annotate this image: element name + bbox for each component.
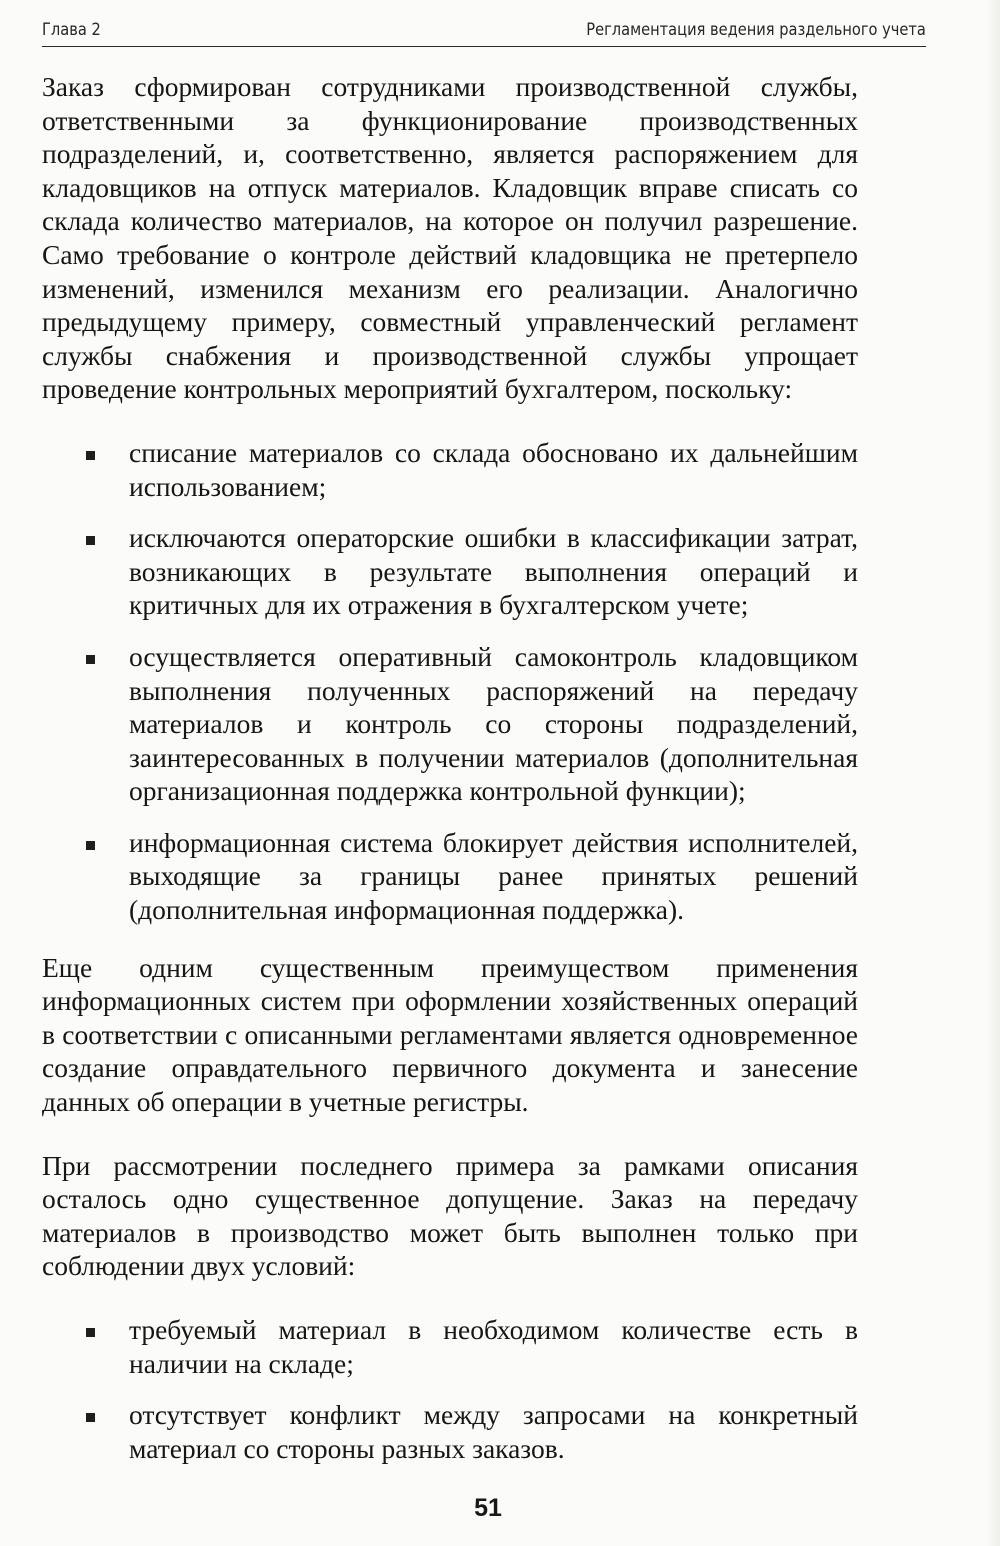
paragraph-3: При рассмотрении последнего примера за рамками описания осталось одно существенное допущение. Заказ на передачу материалов в производство может быть выполнен только при соблюдении двух условий:: [42, 1149, 858, 1282]
chapter-label: Глава 2: [42, 20, 101, 40]
bullet-list-1: [42, 436, 858, 927]
square-bullet-icon: [86, 841, 95, 850]
list-item-text: списание материалов со склада обосновано их дальнейшим использованием;: [129, 436, 858, 502]
paragraph-1: Заказ сформирован сотрудниками производственной службы, ответственными за функционирование производственных подразделений, и, соответственно, является распоряжением для кладовщиков на отпуск материалов. Кладовщик вправе списать со склада количество материалов, на которое он получил разрешение. Само требование о контроле действий кладовщика не претерпело изменений, изменился механизм его реализации. Аналогично предыдущему примеру, совместный управленческий регламент службы снабжения и производственной службы упрощает проведение контрольных мероприятий бухгалтером, поскольку:: [42, 71, 858, 405]
square-bullet-icon: [86, 1413, 95, 1422]
list-item: [42, 826, 858, 927]
running-header: [42, 16, 926, 47]
list-item: [42, 1313, 858, 1380]
list-item-text: исключаются операторские ошибки в классификации затрат, возникающих в результате выполнения операций и критичных для их отражения в бухгалтерском учете;: [129, 522, 858, 621]
square-bullet-icon: [86, 1328, 95, 1337]
list-item-text: осуществляется оперативный самоконтроль кладовщиком выполнения полученных распоряжений на передачу материалов и контроль со стороны подразделений, заинтересованных в получении материалов (дополнительная организационная поддержка контрольной функции);: [129, 640, 858, 807]
square-bullet-icon: [86, 655, 95, 664]
list-item: [42, 436, 858, 503]
list-item: [42, 1398, 858, 1465]
list-item-text: отсутствует конфликт между запросами на конкретный материал со стороны разных заказов.: [129, 1399, 858, 1464]
page-edge-shadow: [986, 0, 1000, 1546]
list-item: [42, 521, 858, 622]
list-item-text: информационная система блокирует действия исполнителей, выходящие за границы ранее принятых решений (дополнительная информационная поддержка).: [129, 826, 858, 926]
section-title: Регламентация ведения раздельного учета: [586, 20, 926, 40]
list-item: [42, 640, 858, 808]
square-bullet-icon: [86, 536, 95, 545]
page-number: 51: [474, 1494, 502, 1522]
bullet-list-2: [42, 1313, 858, 1465]
paragraph-2: Еще одним существенным преимуществом применения информационных систем при оформлении хозяйственных операций в соответствии с описанными регламентами является одновременное создание оправдательного первичного документа и занесение данных об операции в учетные регистры.: [42, 951, 858, 1118]
square-bullet-icon: [86, 451, 95, 460]
body-text: [42, 70, 858, 1489]
list-item-text: требуемый материал в необходимом количестве есть в наличии на складе;: [129, 1314, 858, 1379]
